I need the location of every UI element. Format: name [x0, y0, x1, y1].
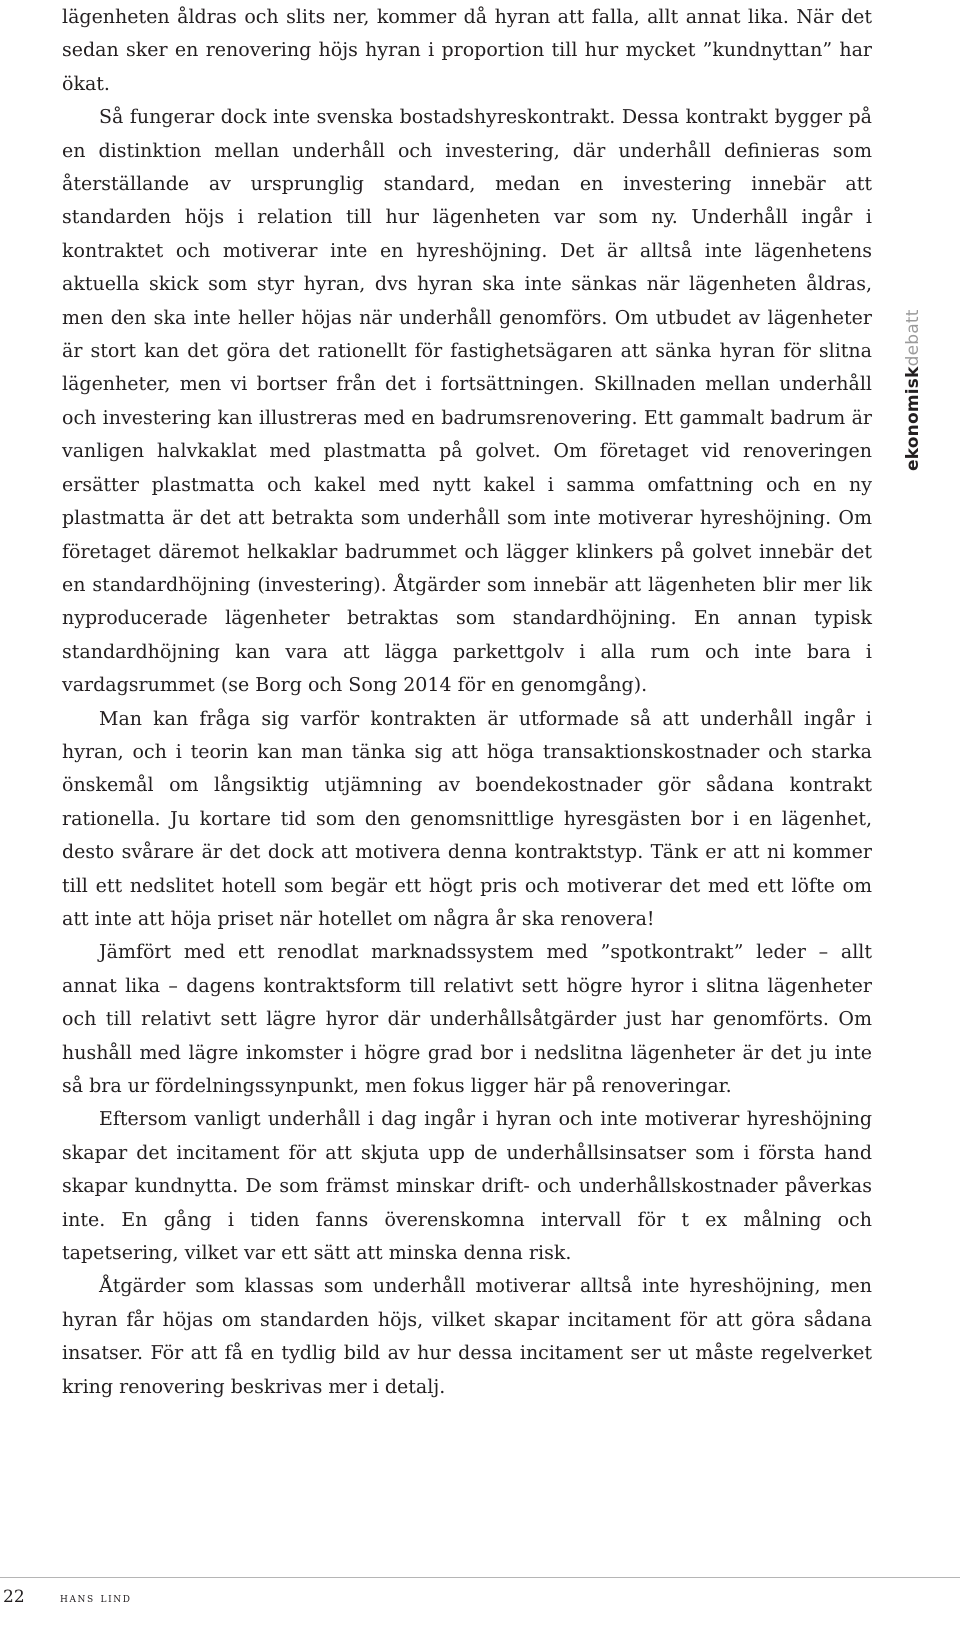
journal-label-bold: ekonomisk — [903, 366, 923, 471]
journal-side-label — [903, 309, 923, 471]
footer-divider — [0, 1577, 960, 1578]
article-body — [62, 1, 872, 1404]
paragraph-3: Man kan fråga sig varför kontrakten är utformade så att underhåll ingår i hyran, och i teorin kan man tänka sig att höga transaktionskostnader och starka önskemål om långsiktig utjämning av boendekostnader gör sådana kontrakt rationella. Ju kortare tid som den genomsnittlige hyresgästen bor i en lägenhet, desto svårare är det dock att motivera denna kontraktstyp. Tänk er att ni kommer till ett nedslitet hotell som begär ett högt pris och motiverar det med ett löfte om att inte att höja priset när hotellet om några år ska renovera! — [62, 707, 872, 930]
journal-label-light: debatt — [903, 309, 923, 367]
paragraph-2: Så fungerar dock inte svenska bostadshyreskontrakt. Dessa kontrakt bygger på en distinktion mellan underhåll och investering, där underhåll definieras som återställande av ursprunglig standard, medan en investering innebär att standarden höjs i relation till hur lägenheten var som ny. Underhåll ingår i kontraktet och motiverar inte en hyreshöjning. Det är alltså inte lägenhetens aktuella skick som styr hyran, dvs hyran ska inte sänkas när lägenheten åldras, men den ska inte heller höjas när underhåll genomförs. Om utbudet av lägenheter är stort kan det göra det rationellt för fastighetsägaren att sänka hyran för slitna lägenheter, men vi bortser från det i fortsättningen. Skillnaden mellan underhåll och investering kan illustreras med en badrumsrenovering. Ett gammalt badrum är vanligen halvkaklat med plastmatta på golvet. Om företaget vid renoveringen ersätter plastmatta och kakel med nytt kakel i samma omfattning och en ny plastmatta är det att betrakta som underhåll som inte motiverar hyreshöjning. Om företaget däremot helkaklar badrummet och lägger klinkers på golvet innebär det en standardhöjning (investering). Åtgärder som innebär att lägenheten blir mer lik nyproducerade lägenheter betraktas som standardhöjning. En annan typisk standardhöjning kan vara att lägga parkettgolv i alla rum och inte bara i vardagsrummet (se Borg och Song 2014 för en genomgång). — [62, 106, 872, 697]
running-head-author: hans lind — [60, 1591, 132, 1606]
paragraph-4: Jämfört med ett renodlat marknadssystem med ”spotkontrakt” leder – allt annat lika – dagens kontraktsform till relativt sett högre hyror i slitna lägenheter och till relativt sett lägre hyror där underhållsåtgärder just har genomförts. Om hushåll med lägre inkomster i högre grad bor i nedslitna lägenheter är det ju inte så bra ur fördelningssynpunkt, men fokus ligger här på renoveringar. — [62, 941, 872, 1097]
paragraph-1: lägenheten åldras och slits ner, kommer då hyran att falla, allt annat lika. När det sedan sker en renovering höjs hyran i proportion till hur mycket ”kundnyttan” har ökat. — [62, 6, 872, 95]
paragraph-5: Eftersom vanligt underhåll i dag ingår i hyran och inte motiverar hyreshöjning skapar det incitament för att skjuta upp de underhållsinsatser som i första hand skapar kundnytta. De som främst minskar drift- och underhållskostnader påverkas inte. En gång i tiden fanns överenskomna intervall för t ex målning och tapetsering, vilket var ett sätt att minska denna risk. — [62, 1108, 872, 1265]
page-number: 22 — [3, 1587, 25, 1607]
paragraph-6: Åtgärder som klassas som underhåll motiverar alltså inte hyreshöjning, men hyran får höjas om standarden höjs, vilket skapar incitament för att göra sådana insatser. För att få en tydlig bild av hur dessa incitament ser ut måste regelverket kring renovering beskrivas mer i detalj. — [62, 1275, 872, 1398]
